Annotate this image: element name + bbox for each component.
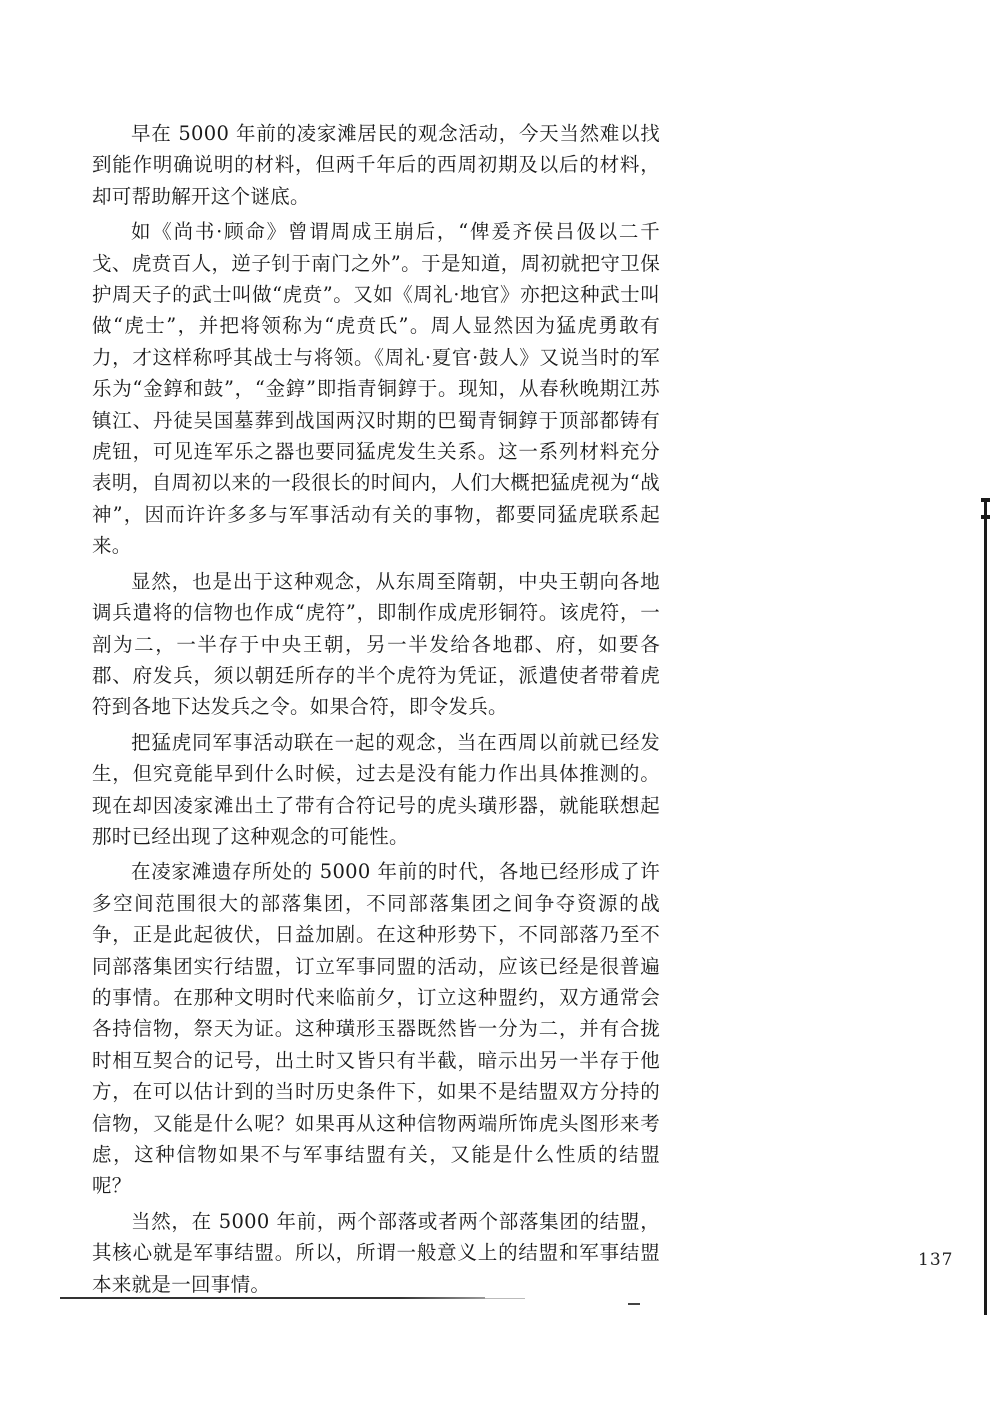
paragraph-3: 显然，也是出于这种观念，从东周至隋朝，中央王朝向各地调兵遣将的信物也作成“虎符”，即制作成虎形铜符。该虎符，一剖为二，一半存于中央王朝，另一半发给各地郡、府，如要各郡、府发兵，须以朝廷所存的半个虎符为凭证，派遣使者带着虎符到各地下达发兵之令。如果合符，即令发兵。 [92, 569, 660, 719]
bottom-rule [60, 1297, 485, 1299]
page-number: 137 [918, 1250, 954, 1270]
paragraph-6: 当然，在 5000 年前，两个部落或者两个部落集团的结盟，其核心就是军事结盟。所以，所谓一般意义上的结盟和军事结盟本来就是一回事情。 [92, 1209, 660, 1296]
scan-edge-line [984, 500, 987, 1315]
paragraph-2: 如《尚书·顾命》曾谓周成王崩后，“俾爰齐侯吕伋以二千戈、虎贲百人，逆子钊于南门之外”。于是知道，周初就把守卫保护周天子的武士叫做“虎贲”。又如《周礼·地官》亦把这种武士叫做“虎士”，并把将领称为“虎贲氏”。周人显然因为猛虎勇敢有力，才这样称呼其战士与将领。《周礼·夏官·鼓人》又说当时的军乐为“金錞和鼓”，“金錞”即指青铜錞于。现知，从春秋晚期江苏镇江、丹徒吴国墓葬到战国两汉时期的巴蜀青铜錞于顶部都铸有虎钮，可见连军乐之器也要同猛虎发生关系。这一系列材料充分表明，自周初以来的一段很长的时间内，人们大概把猛虎视为“战神”，因而许许多多与军事活动有关的事物，都要同猛虎联系起来。 [92, 220, 660, 558]
paragraph-1: 早在 5000 年前的凌家滩居民的观念活动，今天当然难以找到能作明确说明的材料，但两千年后的西周初期及以后的材料，却可帮助解开这个谜底。 [92, 122, 660, 208]
paragraph-5: 在凌家滩遗存所处的 5000 年前的时代，各地已经形成了许多空间范围很大的部落集团，不同部落集团之间争夺资源的战争，正是此起彼伏，日益加剧。在这种形势下，不同部落乃至不同部落集团实行结盟，订立军事同盟的活动，应该已经是很普遍的事情。在那种文明时代来临前夕，订立这种盟约，双方通常会各持信物，祭天为证。这种璜形玉器既然皆一分为二，并有合拢时相互契合的记号，出土时又皆只有半截，暗示出另一半存于他方，在可以估计到的当时历史条件下，如果不是结盟双方分持的信物，又能是什么呢？如果再从这种信物两端所饰虎头图形来考虑，这种信物如果不与军事结盟有关，又能是什么性质的结盟呢？ [92, 860, 660, 1198]
paragraph-4: 把猛虎同军事活动联在一起的观念，当在西周以前就已经发生，但究竟能早到什么时候，过去是没有能力作出具体推测的。现在却因凌家滩出土了带有合符记号的虎头璜形器，就能联想起那时已经出现了这种观念的可能性。 [92, 730, 660, 848]
scan-edge-tick [981, 498, 990, 502]
scan-edge-tick [981, 515, 990, 519]
bottom-mark [628, 1303, 640, 1305]
bottom-rule-fade [485, 1298, 525, 1299]
body-text [92, 118, 660, 1304]
